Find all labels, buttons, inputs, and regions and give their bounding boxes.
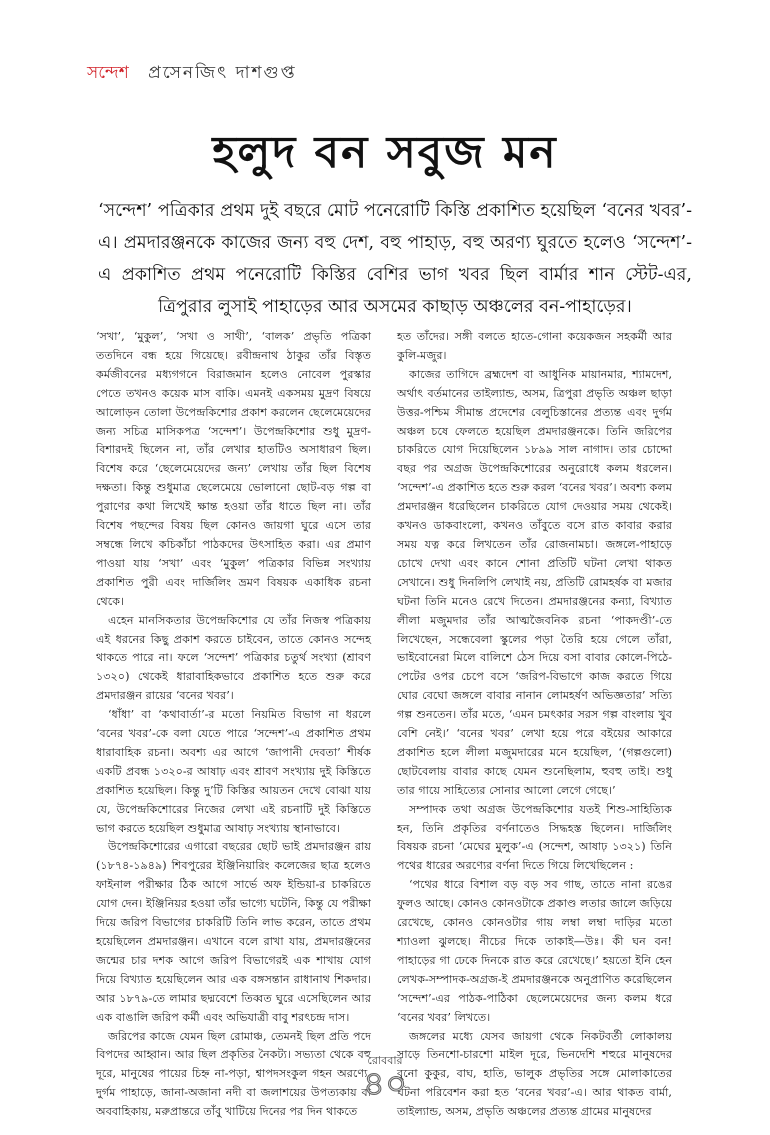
- author-name: প্রসেনজিৎ দাশগুপ্ত: [148, 63, 297, 83]
- lead-text: ‘সন্দেশ’ পত্রিকার প্রথম দুই বছরে মোট পনেরোটি কিস্তি প্রকাশিত হয়েছিল ‘বনের খবর’-এ। প্রমদারঞ্জনকে কাজের জন্য বহু দেশ, বহু পাহাড়, বহু অরণ্য ঘুরতে হলেও ‘সন্দেশ’-এ প্রকাশিত প্রথম পনেরোটি কিস্তির বেশির ভাগ খবর ছিল বার্মার শান স্টেট-এর, ত্রিপুরার লুসাই পাহাড়ের আর অসমের কাছাড় অঞ্চলের বন-পাহাড়ের।: [98, 201, 692, 317]
- paragraph: কাজের তাগিদে ব্রহ্মদেশ বা আধুনিক মায়ানমার, শ্যামদেশ, অর্থাৎ বর্তমানের তাইল্যান্ড, অসম, ত্রিপুরা প্রভৃতি অঞ্চল ছাড়া উত্তর-পশ্চিম সীমান্ত প্রদেশের বেলুচিস্তানের প্রত্যন্ত এবং দুর্গম অঞ্চল চষে ফেলতে হয়েছিল প্রমদারঞ্জনকে। তিনি জরিপের চাকরিতে যোগ দিয়েছিলেন ১৮৯৯ সাল নাগাদ। তার চোদ্দো বছর পর অগ্রজ উপেন্দ্রকিশোরের অনুরোধে কলম ধরলেন। ‘সন্দেশ’-এ প্রকাশিত হতে শুরু করল ‘বনের খবর’। অবশ্য কলম প্রমদারঞ্জন ধরেছিলেন চাকরিতে যোগ দেওয়ার সময় থেকেই। কখনও ডাকবাংলো, কখনও তাঁবুতে বসে রাত কাবার করার সময় যত্ন করে লিখতেন তাঁর রোজনামচা। জঙ্গলে-পাহাড়ে চোখে দেখা এবং কানে শোনা প্রতিটি ঘটনা লেখা থাকত সেখানে। শুধু দিনলিপি লেখাই নয়, প্রতিটি রোমহর্ষক বা মজার ঘটনা তিনি মনেও রেখে দিতেন। প্রমদারঞ্জনের কন্যা, বিখ্যাত লীলা মজুমদার তাঁর আত্মজৈবনিক রচনা ‘পাকদণ্ডী’-তে লিখেছেন, সন্ধেবেলা স্কুলের পড়া তৈরি হয়ে গেলে তাঁরা, ভাইবোনেরা মিলে বালিশে ঠেস দিয়ে বসা বাবার কোলে-পিঠে-পেটের ওপর চেপে বসে ‘জরিপ-বিভাগে কাজ করতে গিয়ে ঘোর বেঘো জঙ্গলে বাবার নানান লোমহর্ষণ অভিজ্ঞতার’ সত্যি গল্প শুনতেন। তাঁর মতে, ‘এমন চমৎকার সরস গল্প বাংলায় খুব বেশি নেই।’ ‘বনের খবর’ লেখা হয়ে পরে বইয়ের আকারে প্রকাশিত হলে লীলা মজুমদারের মনে হয়েছিল, ‘(গল্পগুলো) ছোটবেলায় বাবার কাছে যেমন শুনেছিলাম, হুবহু তাই। শুধু তার গায়ে সাহিত্যের সোনার আলো লেগে গেছে।’: [397, 367, 672, 797]
- article-title: হলুদ বন সবুজ মন: [212, 127, 558, 178]
- footer-magazine-label: রোববার: [367, 1054, 403, 1067]
- body-column-left: [96, 328, 371, 1122]
- paragraph: জরিপের কাজে যেমন ছিল রোমাঞ্চ, তেমনই ছিল প্রতি পদে বিপদের আহ্বান। আর ছিল প্রকৃতির নৈকট্য। সভ্যতা থেকে বহু দূরে, মানুষের পায়ের চিহ্ন না-পড়া, শ্বাপদসংকুল গহন অরণ্যে, দুর্গম পাহাড়ে, জানা-অজানা নদী বা জলাশয়ের উপত্যকায় বা অববাহিকায়, মরুপ্রান্তরে তাঁবু খাটিয়ে দিনের পর দিন থাকতে: [96, 1029, 371, 1119]
- body-column-right: [397, 328, 672, 1122]
- quote-paragraph: ‘পথের ধারে বিশাল বড় বড় সব গাছ, তাতে নানা রঙের ফুলও আছে। কোনও কোনওটাকে প্রকাণ্ড লতার জালে জড়িয়ে রেখেছে, কোনও কোনওটার গায় লম্বা লম্বা দাড়ির মতো শ্যাওলা ঝুলছে। নীচের দিকে তাকাই—উঃ। কী ঘন বন! পাহাড়ের গা ঢেকে দিনকে রাত করে রেখেছে।’ হয়তো ইনি হেন লেখক-সম্পাদক-অগ্রজ-ই প্রমদারঞ্জনকে অনুপ্রাণিত করেছিলেন ‘সন্দেশ’-এর পাঠক-পাঠিকা ছেলেমেয়েদের জন্য কলম ধরে ‘বনের খবর’ লিখতে।: [397, 878, 672, 1024]
- paragraph: উপেন্দ্রকিশোরের এগারো বছরের ছোট ভাই প্রমদারঞ্জন রায় (১৮৭৪-১৯৪৯) শিবপুরের ইঞ্জিনিয়ারিং কলেজের ছাত্র হলেও ফাইনাল পরীক্ষার ঠিক আগে সার্ভে অফ ইন্ডিয়া-র চাকরিতে যোগ দেন। ইঞ্জিনিয়র হওয়া তাঁর ভাগ্যে ঘটেনি, কিন্তু যে পরীক্ষা দিয়ে জরিপ বিভাগের চাকরিটি তিনি লাভ করেন, তাতে প্রথম হয়েছিলেন প্রমদারঞ্জন। এখানে বলে রাখা যায়, প্রমদারঞ্জনের জন্মের চার দশক আগে জরিপ বিভাগেরই এক শাখায় যোগ দিয়ে বিখ্যাত হয়েছিলেন আর এক বঙ্গসন্তান রাধানাথ শিকদার। আর ১৮৭৯-তে লামার ছদ্মবেশে তিব্বত ঘুরে এসেছিলেন আর এক বাঙালি জরিপ কর্মী এবং অভিযাত্রী বাবু শরৎচন্দ্র দাস।: [96, 840, 371, 1024]
- lead-paragraph: [98, 195, 692, 323]
- paragraph: জঙ্গলের মধ্যে যেসব জায়গা থেকে নিকটবর্তী লোকালয় সাড়ে তিনশো-চারশো মাইল দূরে, ভিনদেশি শহুরে মানুষদের বুনো কুকুর, বাঘ, হাতি, ভালুক প্রভৃতির সঙ্গে মোলাকাতের ঘটনা পরিবেশন করা হত ‘বনের খবর’-এ। আর থাকত বার্মা, তাইল্যান্ড, অসম, প্রভৃতি অঞ্চলের প্রত্যন্ত গ্রামের মানুষদের: [397, 1029, 672, 1119]
- paragraph: ‘ধাঁধা’ বা ‘কথাবার্তা’-র মতো নিয়মিত বিভাগ না ধরলে ‘বনের খবর’-কে বলা যেতে পারে ‘সন্দেশ’-এ প্রকাশিত প্রথম ধারাবাহিক রচনা। অবশ্য এর আগে ‘জাপানী দেবতা’ শীর্ষক একটি প্রবন্ধ ১৩২০-র আষাঢ় এবং শ্রাবণ সংখ্যায় দুই কিস্তিতে প্রকাশিত হয়েছিল। কিন্তু দু’টি কিস্তির আয়তন দেখে বোঝা যায় যে, উপেন্দ্রকিশোরের নিজের লেখা এই রচনাটি দুই কিস্তিতে ভাগ করতে হয়েছিল শুধুমাত্র আষাঢ় সংখ্যায় স্থানাভাবে।: [96, 708, 371, 835]
- paragraph: হত তাঁদের। সঙ্গী বলতে হাতে-গোনা কয়েকজন সহকর্মী আর কুলি-মজুর।: [397, 330, 672, 362]
- page-number: ৪০: [362, 1064, 408, 1104]
- paragraph: এহেন মানসিকতার উপেন্দ্রকিশোর যে তাঁর নিজস্ব পত্রিকায় এই ধরনের কিছু প্রকাশ করতে চাইবেন, তাতে কোনও সন্দেহ থাকতে পারে না। ফলে ‘সন্দেশ’ পত্রিকার চতুর্থ সংখ্যা (শ্রাবণ ১৩২০) থেকেই ধারাবাহিকভাবে প্রকাশিত হতে শুরু করে প্রমদারঞ্জন রায়ের ‘বনের খবর’।: [96, 613, 371, 703]
- paragraph: সম্পাদক তথা অগ্রজ উপেন্দ্রকিশোর যতই শিশু-সাহিত্যিক হন, তিনি প্রকৃতির বর্ণনাতেও সিদ্ধহস্ত ছিলেন। দার্জিলিং বিষয়ক রচনা ‘মেঘের মুলুক’-এ (সন্দেশ, আষাঢ় ১৩২১) তিনি পথের ধারের অরণ্যের বর্ণনা দিতে গিয়ে লিখেছিলেন :: [397, 802, 672, 873]
- page-header: [87, 62, 297, 84]
- paragraph: ‘সখা’, ‘মুকুল’, ‘সখা ও সাথী’, ‘বালক’ প্রভৃতি পত্রিকা ততদিনে বন্ধ হয়ে গিয়েছে। রবীন্দ্রনাথ ঠাকুর তাঁর বিস্তৃত কর্মজীবনের মধ্যগগনে বিরাজমান হলেও নোবেল পুরস্কার পেতে তখনও কয়েক মাস বাকি। এমনই একসময় মুদ্রণ বিষয়ে আলোড়ন তোলা উপেন্দ্রকিশোর প্রকাশ করলেন ছেলেমেয়েদের জন্য সচিত্র মাসিকপত্র ‘সন্দেশ’। উপেন্দ্রকিশোর শুধু মুদ্রণ-বিশারদই ছিলেন না, তাঁর লেখার হাতটিও অসাধারণ ছিল। বিশেষ করে ‘ছেলেমেয়েদের জন্য’ লেখায় তাঁর ছিল বিশেষ দক্ষতা। কিন্তু শুধুমাত্র ছেলেমেয়ে ভোলানো ছোট-বড় গল্প বা পুরাণের কথা লিখেই ক্ষান্ত হওয়া তাঁর ধাতে ছিল না। তাঁর বিশেষ পছন্দের বিষয় ছিল কোনও জায়গা ঘুরে এসে তার সম্বন্ধে লিখে কচিকাঁচা পাঠকদের উৎসাহিত করা। এর প্রমাণ পাওয়া যায় ‘সখা’ এবং ‘মুকুল’ পত্রিকার বিভিন্ন সংখ্যায় প্রকাশিত পুরী এবং দার্জিলিং ভ্রমণ বিষয়ক একাধিক রচনা থেকে।: [96, 330, 371, 608]
- magazine-name: সন্দেশ: [87, 63, 129, 83]
